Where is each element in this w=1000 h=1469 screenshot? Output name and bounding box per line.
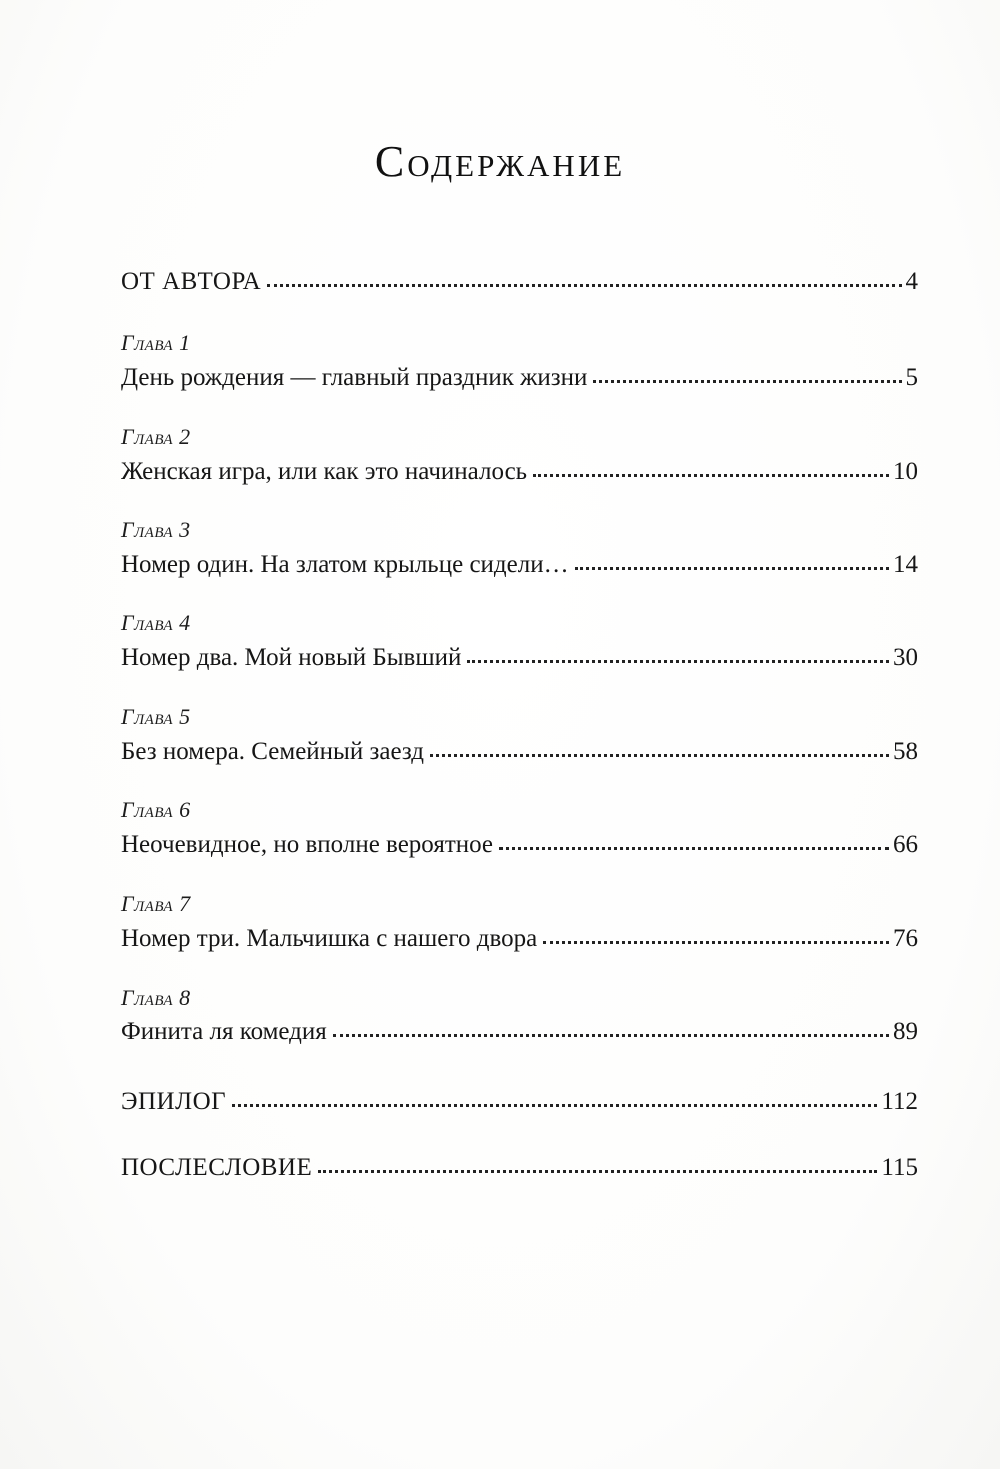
chapter-heading-2: Глава 2 [121, 424, 191, 449]
toc-entry-chapter-7[interactable] [121, 925, 918, 961]
dot-leader [575, 566, 889, 570]
toc-entry-label: Номер два. Мой новый Бывший [121, 644, 462, 671]
toc-page-number: 58 [893, 738, 918, 765]
toc-entry-label: Без номера. Семейный заезд [121, 738, 424, 765]
dot-leader [430, 753, 889, 757]
toc-entry-label: Номер три. Мальчишка с нашего двора [121, 925, 538, 952]
toc-page-number: 115 [881, 1154, 918, 1181]
toc-page-number: 66 [893, 831, 918, 858]
dot-leader [499, 846, 889, 850]
dot-leader [533, 473, 889, 477]
toc-entry-epilogue[interactable] [121, 1088, 918, 1124]
dot-leader [467, 659, 889, 663]
chapter-heading-5: Глава 5 [121, 704, 191, 729]
chapter-heading-6: Глава 6 [121, 797, 191, 822]
toc-entry-label: Женская игра, или как это начиналось [121, 458, 528, 485]
toc-entry-label: День рождения — главный праздник жизни [121, 364, 588, 391]
toc-entry-chapter-1[interactable] [121, 364, 918, 400]
toc-page-number: 89 [893, 1018, 918, 1045]
page-title: Содержание [374, 137, 626, 186]
toc-entry-label: ОТ АВТОРА [121, 268, 262, 295]
toc-entry-chapter-5[interactable] [121, 738, 918, 774]
toc-page-number: 76 [893, 925, 918, 952]
chapter-heading-1: Глава 1 [121, 330, 191, 355]
toc-page-number: 10 [893, 458, 918, 485]
toc-entry-author[interactable] [121, 268, 918, 304]
toc-entry-label: Номер один. На златом крыльце сидели… [121, 551, 569, 578]
toc-entry-chapter-4[interactable] [121, 644, 918, 680]
toc-entry-label: Финита ля комедия [121, 1018, 327, 1045]
chapter-heading-8: Глава 8 [121, 985, 191, 1010]
toc-entry-label: ЭПИЛОГ [121, 1088, 227, 1115]
chapter-heading-7: Глава 7 [121, 891, 191, 916]
chapter-heading-3: Глава 3 [121, 517, 191, 542]
toc-page-number: 4 [905, 268, 918, 295]
dot-leader [267, 283, 901, 287]
dot-leader [333, 1033, 889, 1037]
toc-entry-chapter-6[interactable] [121, 831, 918, 867]
toc-page-number: 112 [881, 1088, 918, 1115]
toc-entry-chapter-3[interactable] [121, 551, 918, 587]
toc-entry-label: Неочевидное, но вполне вероятное [121, 831, 494, 858]
toc-entry-afterword[interactable] [121, 1154, 918, 1190]
chapter-heading-4: Глава 4 [121, 610, 191, 635]
toc-entry-chapter-2[interactable] [121, 458, 918, 494]
toc-page-number: 5 [905, 364, 918, 391]
toc-entry-chapter-8[interactable] [121, 1018, 918, 1054]
toc-page-number: 30 [893, 644, 918, 671]
dot-leader [318, 1169, 877, 1173]
dot-leader [543, 940, 889, 944]
dot-leader [593, 379, 901, 383]
toc-page-number: 14 [893, 551, 918, 578]
dot-leader [232, 1103, 877, 1107]
toc-entry-label: ПОСЛЕСЛОВИЕ [121, 1154, 313, 1181]
